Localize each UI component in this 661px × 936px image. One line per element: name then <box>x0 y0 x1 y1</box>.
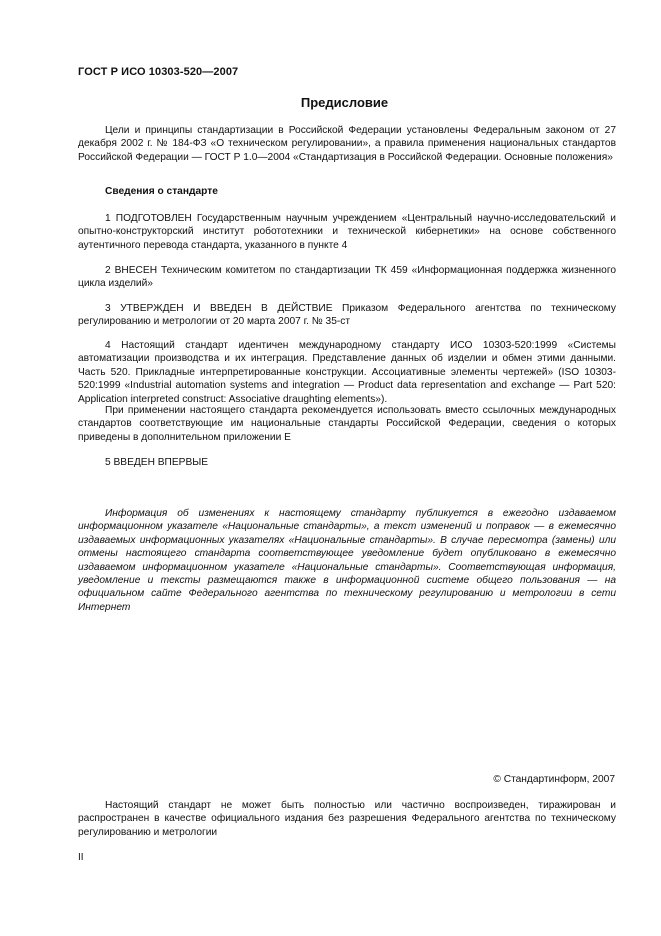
page-number: II <box>78 852 84 863</box>
copyright-line: © Стандартинформ, 2007 <box>493 774 615 785</box>
item-5-paragraph: 5 ВВЕДЕН ВПЕРВЫЕ <box>105 457 209 468</box>
page-title: Предисловие <box>300 95 389 110</box>
item-2-paragraph: 2 ВНЕСЕН Техническим комитетом по стандартизации ТК 459 «Информационная поддержка жизненного цикла изделий» <box>78 265 616 290</box>
item-3-paragraph: 3 УТВЕРЖДЕН И ВВЕДЕН В ДЕЙСТВИЕ Приказом Федерального агентства по техническому регулированию и метрологии от 20 марта 2007 г. № 35-ст <box>78 303 616 328</box>
item-1-paragraph: 1 ПОДГОТОВЛЕН Государственным научным учреждением «Центральный научно-исследовательский и опытно-конструкторский институт робототехники и технической кибернетики» на основе собственного аутентичного перевода стандарта, указанного в пункте 4 <box>78 213 616 251</box>
intro-paragraph: Цели и принципы стандартизации в Российской Федерации установлены Федеральным законом от 27 декабря 2002 г. № 184-ФЗ «О техническом регулировании», а правила применения национальных стандартов Российской Федерации — ГОСТ Р 1.0—2004 «Стандартизация в Российской Федерации. Основные положения» <box>78 125 616 163</box>
section-subheading: Сведения о стандарте <box>105 186 218 197</box>
item-4-paragraph: 4 Настоящий стандарт идентичен международному стандарту ИСО 10303-520:1999 «Системы автоматизации производства и их интеграция. Представление данных об изделии и обмен этими данными. Часть 520. Прикладные интерпретированные конструкции. Ассоциативные элементы чертежей» (ISO 10303-520:1999 «Industrial automation systems and integration — Product data representation and exchange — Part 520: Application interpreted construct: Associative draughting elements»). <box>78 340 616 405</box>
info-notice-paragraph: Информация об изменениях к настоящему стандарту публикуется в ежегодно издаваемом информационном указателе «Национальные стандарты», а текст изменений и поправок — в ежемесячно издаваемых информационных указателях «Национальные стандарты». В случае пересмотра (замены) или отмены настоящего стандарта соответствующее уведомление будет опубликовано в ежемесячно издаваемом информационном указателе «Национальные стандарты». Соответствующая информация, уведомление и тексты размещаются также в информационной системе общего пользования — на официальном сайте Федерального агентства по техническому регулированию и метрологии в сети Интернет <box>78 508 616 613</box>
item-4-note-paragraph: При применении настоящего стандарта рекомендуется использовать вместо ссылочных международных стандартов соответствующие им национальные стандарты Российской Федерации, сведения о которых приведены в дополнительном приложении Е <box>78 405 616 443</box>
document-code-header: ГОСТ Р ИСО 10303-520—2007 <box>78 66 239 78</box>
reproduction-notice-paragraph: Настоящий стандарт не может быть полностью или частично воспроизведен, тиражирован и распространен в качестве официального издания без разрешения Федерального агентства по техническому регулированию и метрологии <box>78 800 616 838</box>
